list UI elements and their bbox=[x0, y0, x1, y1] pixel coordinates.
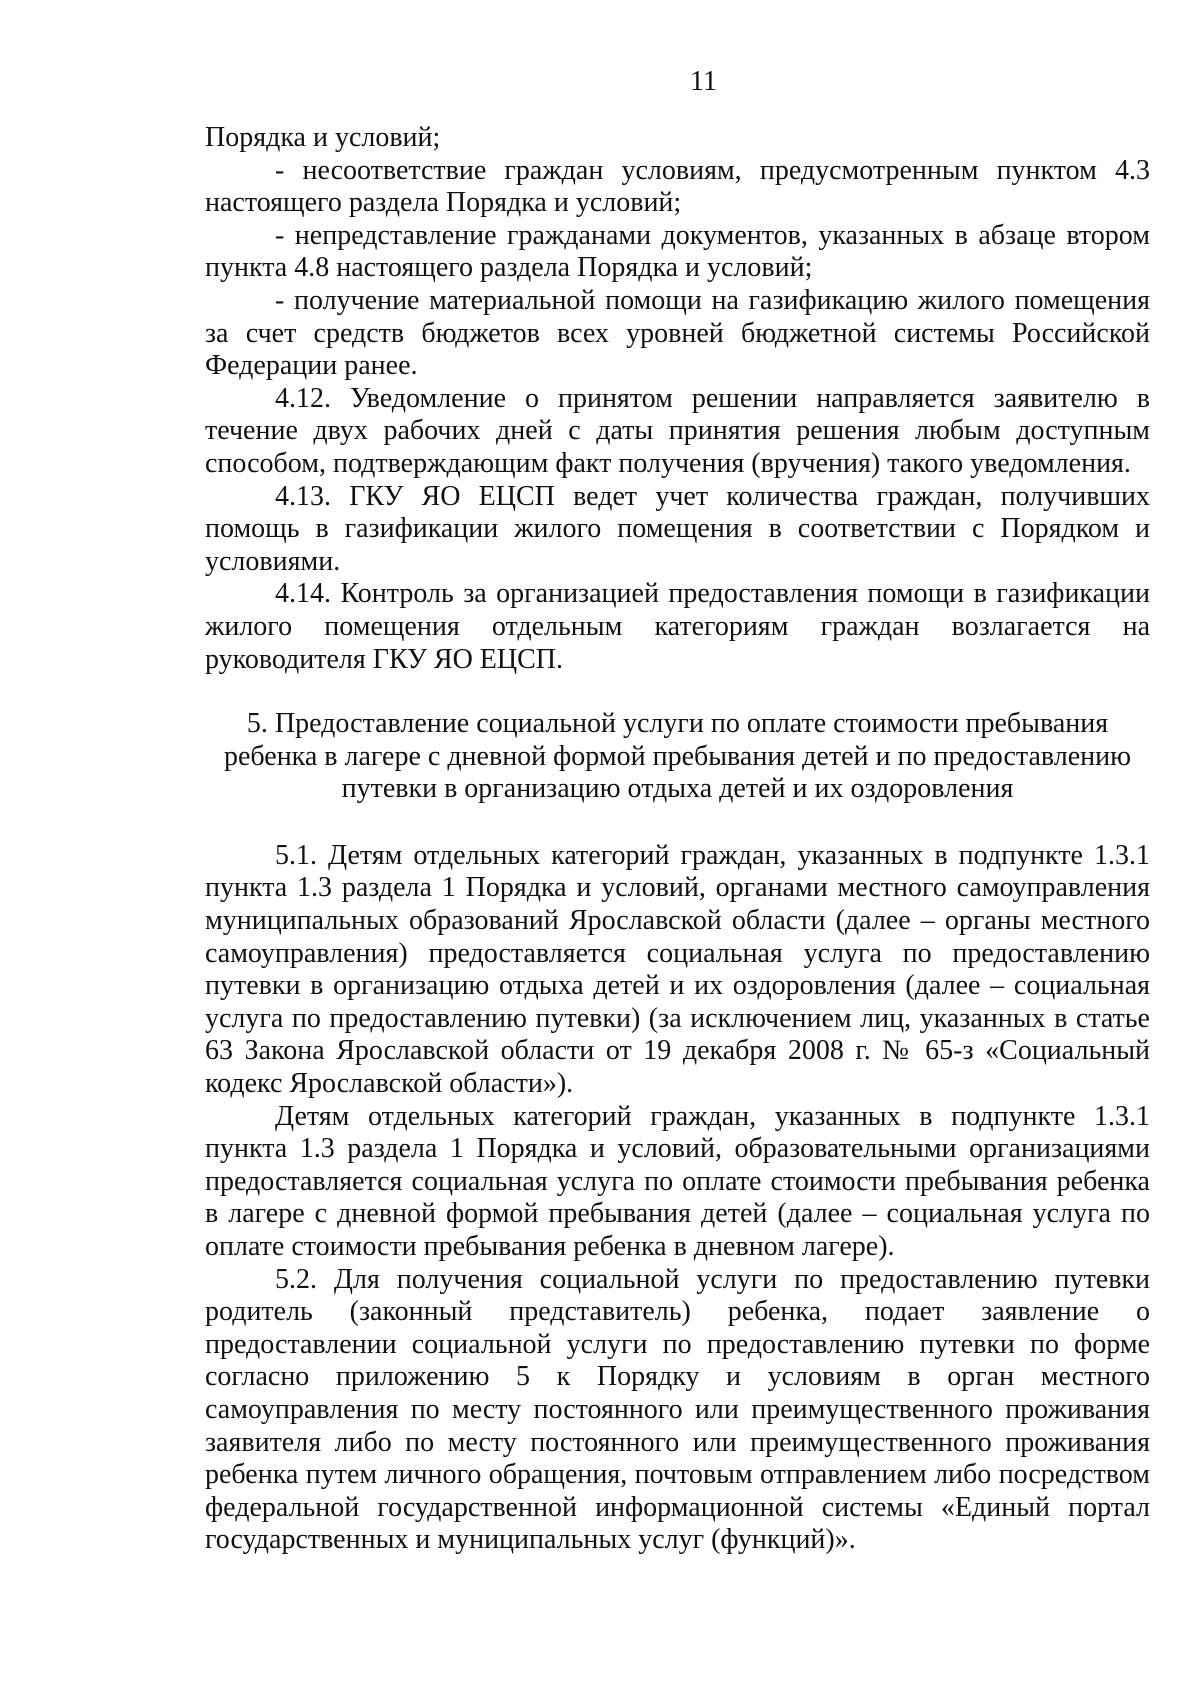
section-heading bbox=[205, 708, 1150, 806]
paragraph: - получение материальной помощи на газификацию жилого помещения за счет средств бюджетов всех уровней бюджетной системы Российской Федерации ранее. bbox=[205, 284, 1150, 382]
section-heading-line: 5. Предоставление социальной услуги по оплате стоимости пребывания bbox=[246, 708, 1109, 740]
paragraph: 4.14. Контроль за организацией предоставления помощи в газификации жилого помещения отдельным категориям граждан возлагается на руководителя ГКУ ЯО ЕЦСП. bbox=[205, 578, 1150, 675]
paragraph: 4.13. ГКУ ЯО ЕЦСП ведет учет количества граждан, получивших помощь в газификации жилого помещения в соответствии с Порядком и условиями. bbox=[205, 480, 1150, 577]
paragraph: 5.2. Для получения социальной услуги по предоставлению путевки родитель (законный представитель) ребенка, подает заявление о предоставлении социальной услуги по предоставлению путевки по форме согласно приложению 5 к Порядку и условиям в орган местного самоуправления по месту постоянного или преимущественного проживания заявителя либо по месту постоянного или преимущественного проживания ребенка путем личного обращения, почтовым отправлением либо посредством федеральной государственной информационной системы «Единый портал государственных и муниципальных услуг (функций)». bbox=[205, 1263, 1150, 1556]
paragraph: Порядка и условий; bbox=[205, 122, 441, 153]
paragraph: 4.12. Уведомление о принятом решении направляется заявителю в течение двух рабочих дней с даты принятия решения любым доступным способом, подтверждающим факт получения (вручения) такого уведомления. bbox=[205, 382, 1150, 479]
paragraph: - несоответствие граждан условиям, предусмотренным пунктом 4.3 настоящего раздела Порядка и условий; bbox=[205, 154, 1150, 219]
paragraph: 5.1. Детям отдельных категорий граждан, указанных в подпункте 1.3.1 пункта 1.3 раздела 1 Порядка и условий, органами местного самоуправления муниципальных образований Ярославской области (далее – органы местного самоуправления) предоставляется социальная услуга по предоставлению путевки в организацию отдыха детей и их оздоровления (далее – социальная услуга по предоставлению путевки) (за исключением лиц, указанных в статье 63 Закона Ярославской области от 19 декабря 2008 г. № 65-з «Социальный кодекс Ярославской области»). bbox=[205, 839, 1150, 1100]
document-body bbox=[205, 122, 1150, 1557]
section-heading-line: ребенка в лагере с дневной формой пребывания детей и по предоставлению bbox=[223, 740, 1132, 772]
section-heading-line: путевки в организацию отдыха детей и их оздоровления bbox=[341, 773, 1014, 805]
page-number: 11 bbox=[690, 66, 717, 97]
paragraph: - непредставление гражданами документов, указанных в абзаце втором пункта 4.8 настоящего раздела Порядка и условий; bbox=[205, 219, 1150, 284]
paragraph: Детям отдельных категорий граждан, указанных в подпункте 1.3.1 пункта 1.3 раздела 1 Порядка и условий, образовательными организациями предоставляется социальная услуга по оплате стоимости пребывания ребенка в лагере с дневной формой пребывания детей (далее – социальная услуга по оплате стоимости пребывания ребенка в дневном лагере). bbox=[205, 1100, 1150, 1262]
